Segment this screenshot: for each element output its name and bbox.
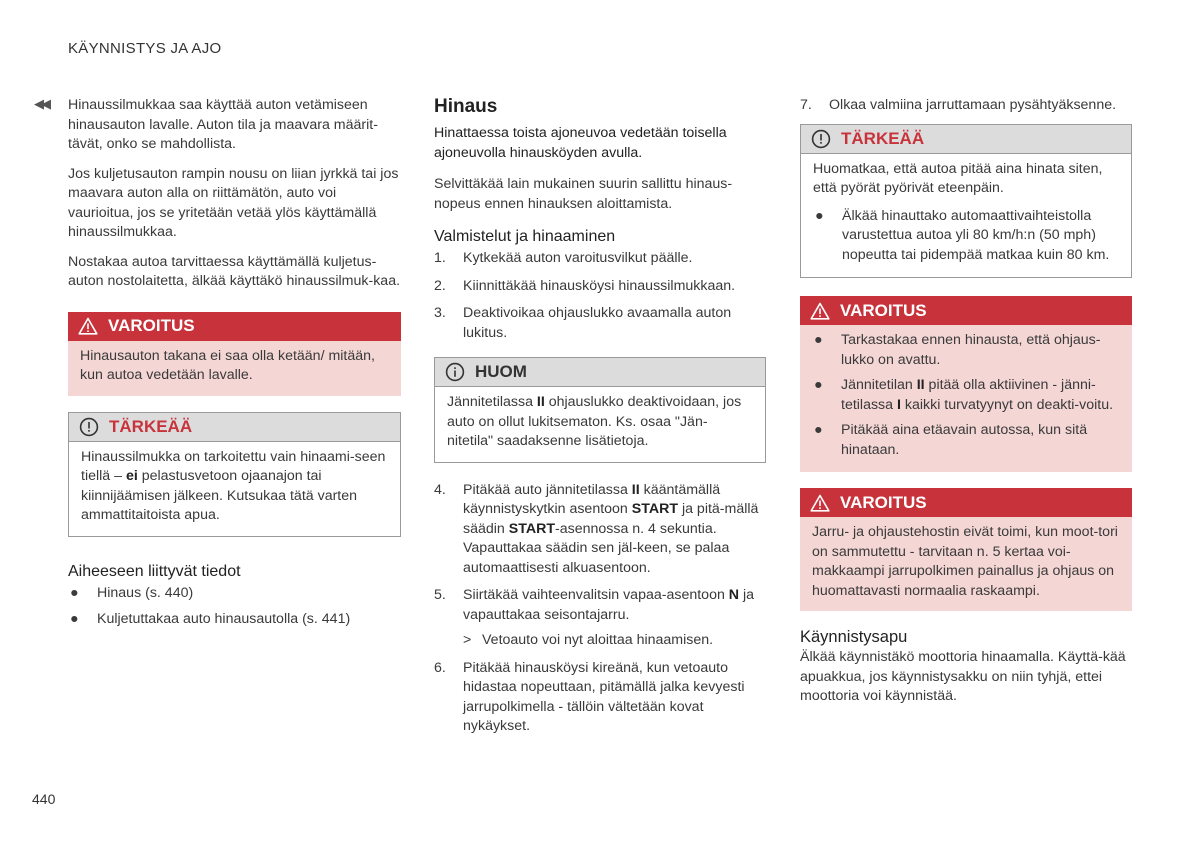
warning-label: VAROITUS <box>108 316 195 335</box>
important-box <box>68 412 401 537</box>
steps-list <box>434 481 766 626</box>
bullet-item: ● Pitäkää aina etäavain autossa, kun sitä hinataan. <box>814 422 1088 458</box>
warning-body <box>800 325 1132 472</box>
paragraph: Selvittäkää lain mukainen suurin sallittu hinaus-nopeus ennen hinauksen aloittamista. <box>434 176 733 212</box>
preparation-heading: Valmistelut ja hinaaminen <box>434 228 616 245</box>
important-body <box>801 154 1131 278</box>
note-label: HUOM <box>475 362 527 381</box>
warning-triangle-icon <box>810 302 830 320</box>
step-item: 2. Kiinnittäkää hinausköysi hinaussilmukkaan. <box>434 277 736 294</box>
warning-triangle-icon <box>810 494 830 512</box>
lead-paragraph: Hinattaessa toista ajoneuvoa vedetään toisella ajoneuvolla hinausköyden avulla. <box>434 125 727 161</box>
step-item: 4. Pitäkää auto jännitetilassa II kääntämällä käynnistyskytkin asentoon START ja pitä-mällä säädin START-asennossa n. 4 sekuntia. Vapauttakaa säädin sen jäl-keen, se palaa automaattisesti alkuasentoon. <box>434 481 759 576</box>
step-item: 7. Olkaa valmiina jarruttamaan pysähtyäksenne. <box>800 97 1117 113</box>
column-right <box>800 96 1132 717</box>
note-box <box>434 357 766 463</box>
steps-list <box>434 659 766 737</box>
related-link[interactable]: ● Hinaus (s. 440) <box>70 584 194 601</box>
important-label: TÄRKEÄÄ <box>109 416 193 436</box>
step-item: 6. Pitäkää hinausköysi kireänä, kun vetoauto hidastaa nopeuttaan, pitämällä jalka kevyesti jarrupolkimella - tällöin vältetään kovat nykäykset. <box>434 659 745 734</box>
page-number: 440 <box>32 791 56 807</box>
important-label: TÄRKEÄÄ <box>841 128 925 148</box>
step-result: > Vetoauto voi nyt aloittaa hinaamisen. <box>463 632 714 648</box>
step-item: 3. Deaktivoikaa ohjauslukko avaamalla auton lukitus. <box>434 305 732 341</box>
related-link[interactable]: ● Kuljetuttakaa auto hinausautolla (s. 441) <box>70 611 351 627</box>
paragraph: Älkää käynnistäkö moottoria hinaamalla. Käyttä-kää apuakkua, jos käynnistysakku on niin tyhjä, ettei moottoria voi käynnistää. <box>800 649 1126 704</box>
step-item: 5. Siirtäkää vaihteenvalitsin vapaa-asentoon N ja vapauttakaa seisontajarru. <box>434 587 755 623</box>
exclamation-circle-icon <box>79 417 99 437</box>
warning-label: VAROITUS <box>840 492 927 512</box>
section-title: Hinaus <box>434 96 498 117</box>
info-circle-icon <box>445 362 465 382</box>
warning-triangle-icon <box>78 317 98 335</box>
important-text: Huomatkaa, että autoa pitää aina hinata siten, että pyörät pyörivät eteenpäin. <box>813 160 1103 196</box>
warning-box <box>68 312 401 396</box>
note-header <box>435 358 765 387</box>
important-box <box>800 124 1132 279</box>
steps-list <box>800 96 1132 116</box>
important-header <box>69 413 400 442</box>
warning-box <box>800 296 1132 472</box>
start-help-heading: Käynnistysapu <box>800 628 908 646</box>
important-header <box>801 125 1131 154</box>
exclamation-circle-icon <box>811 129 831 149</box>
section-header: KÄYNNISTYS JA AJO <box>68 40 222 57</box>
bullet-item: ● Älkää hinauttako automaattivaihteistolla varustettua autoa yli 80 km/h:n (50 mph) nopeutta tai pidempää matkaa kuin 80 km. <box>815 207 1110 263</box>
important-text: Hinaussilmukka on tarkoitettu vain hinaami-seen tiellä – ei pelastusvetoon ojaanajon tai kiinnijäämisen jälkeen. Kutsukaa tätä varten ammattitaitoista apua. <box>69 442 400 536</box>
warning-header <box>68 312 401 341</box>
continued-from-previous-page-icon: ◀◀ <box>34 96 48 111</box>
column-left <box>68 96 401 637</box>
column-middle <box>434 96 766 745</box>
warning-text: Hinausauton takana ei saa olla ketään/ mitään, kun autoa vedetään lavalle. <box>68 341 401 396</box>
related-info-heading: Aiheeseen liittyvät tiedot <box>68 562 241 580</box>
warning-label: VAROITUS <box>840 300 927 320</box>
steps-list <box>434 249 766 343</box>
paragraph: Hinaussilmukkaa saa käyttää auton vetämiseen hinausauton lavalle. Auton tila ja maavara määrit-tävät, onko se mahdollista. <box>68 97 378 152</box>
step-item: 1. Kytkekää auton varoitusvilkut päälle. <box>434 250 693 266</box>
paragraph: Jos kuljetusauton rampin nousu on liian jyrkkä tai jos maavara auton alla on riittämätön, auto voi vaurioitua, jos se yritetään vetää ylös käyttämällä hinaussilmukkaa. <box>68 165 399 240</box>
paragraph: Nostakaa autoa tarvittaessa käyttämällä kuljetus-auton nostolaitetta, älkää käyttäkö hinaussilmuk-kaa. <box>68 253 401 289</box>
bullet-item: ● Jännitetilan II pitää olla aktiivinen - jänni-tetilassa I kaikki turvatyynyt on deakti-voitu. <box>814 377 1114 413</box>
note-text: Jännitetilassa II ohjauslukko deaktivoidaan, jos auto on ollut lukitsematon. Ks. osaa "Jän-nitetila" saadaksenne lisätietoja. <box>435 387 765 462</box>
warning-header <box>800 296 1132 325</box>
warning-header <box>800 488 1132 517</box>
warning-text: Jarru- ja ohjaustehostin eivät toimi, kun moot-tori on sammutettu - tarvitaan n. 5 kertaa voi-makkaampi jarrupolkimen painallus ja ohjaus on huomattavasti normaalia raskaampi. <box>800 517 1132 611</box>
bullet-item: ● Tarkastakaa ennen hinausta, että ohjaus-lukko on avattu. <box>814 332 1101 368</box>
related-links-list <box>68 584 401 630</box>
warning-box <box>800 488 1132 611</box>
